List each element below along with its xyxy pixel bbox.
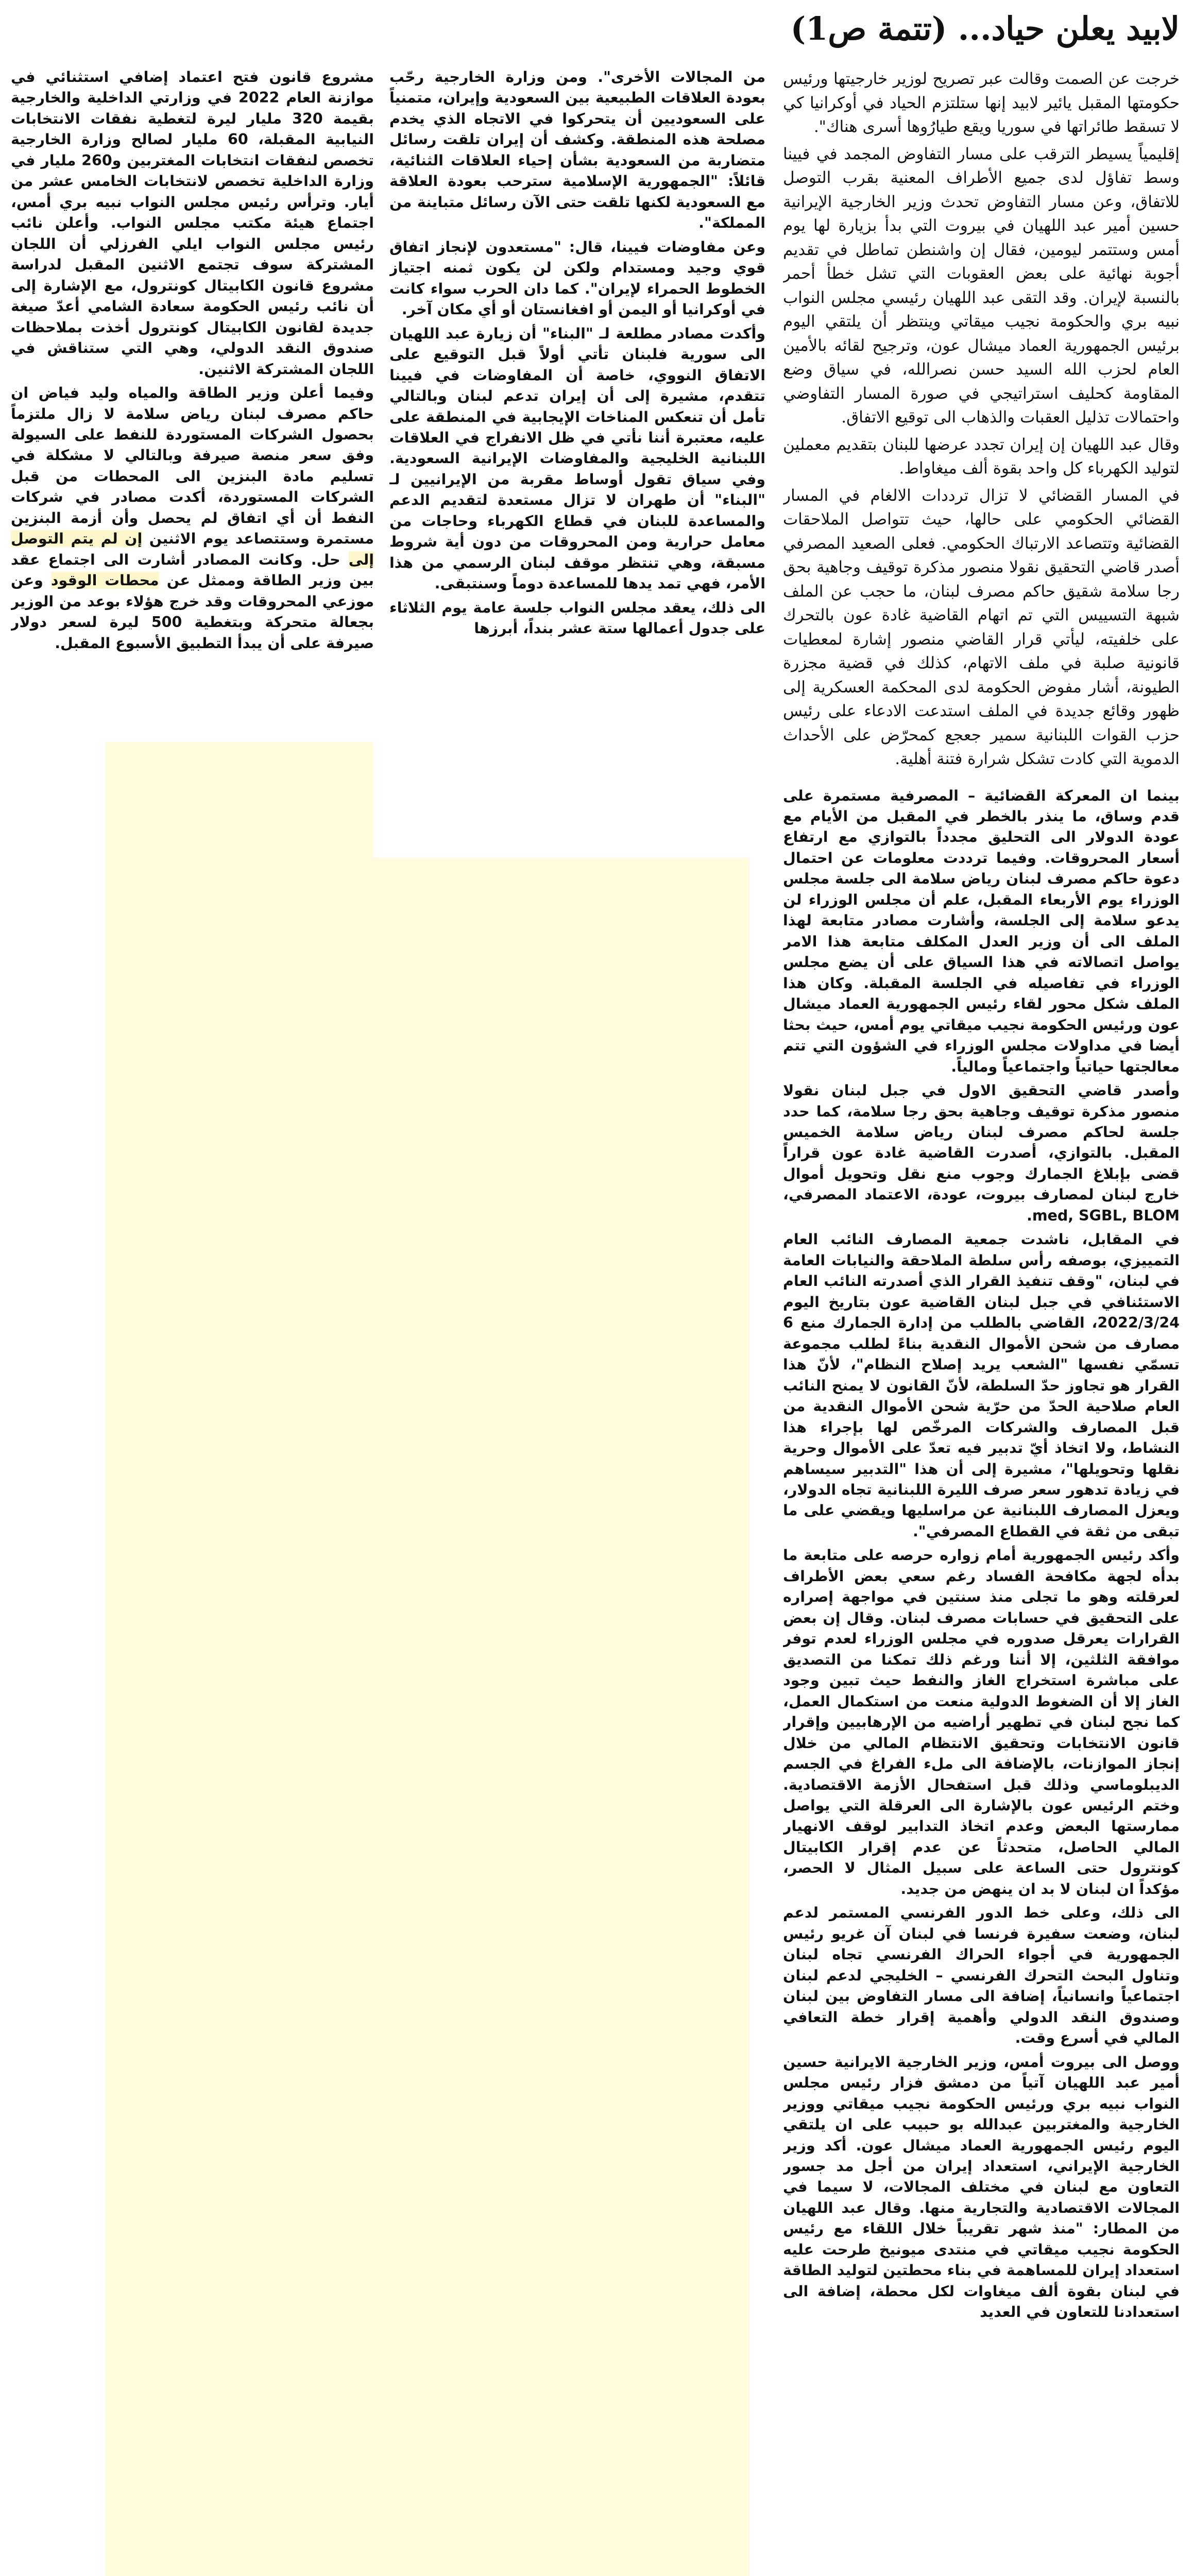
bold-section	[783, 786, 1180, 2323]
highlight-area	[373, 858, 749, 2576]
paragraph: الى ذلك، وعلى خط الدور الفرنسي المستمر لدعم لبنان، وضعت سفيرة فرنسا في لبنان آن غريو رئيس الجمهورية في أجواء الحراك الفرنسي تجاه لبنان وتناول البحث التحرك الفرنسي – الخليجي لدعم لبنان اجتماعياً وانسانياً، إضافة الى مسار التفاوض بين لبنان وصندوق النقد الدولي وأهمية إقرار خطة التعافي المالي في أسرع وقت.	[783, 1904, 1180, 2047]
paragraph: بينما ان المعركة القضائية – المصرفية مستمرة على قدم وساق، ما ينذر بالخطر في المقبل من الأيام مع عودة الدولار الى التحليق مجدداً بالتوازي مع ارتفاع أسعار المحروقات. وفيما ترددت معلومات عن احتمال دعوة حاكم مصرف لبنان رياض سلامة الى جلسة مجلس الوزراء يوم الأربعاء المقبل، علم أن مجلس الوزراء لن يدعو سلامة إلى الجلسة، وأشارت مصادر متابعة لهذا الملف الى أن وزير العدل المكلف متابعة هذا الامر يواصل اتصالاته في هذا السياق على أن يضع مجلس الوزراء في تفاصيله في الجلسة المقبلة. وكان هذا الملف شكل محور لقاء رئيس الجمهورية العماد ميشال عون ورئيس الحكومة نجيب ميقاتي يوم أمس، حيث بحثا أيضا في مداولات مجلس الوزراء في الشؤون التي تتم معالجتها حياتياً واجتماعياً ومالياً.	[783, 787, 1180, 1075]
paragraph: إقليمياً يسيطر الترقب على مسار التفاوض المجمد في فيينا وسط تفاؤل لدى جميع الأطراف المعنية بقرب التوصل للاتفاق، وعن مسار التفاوض تحدث وزير الخارجية الإيرانية حسين أمير عبد اللهيان في بيروت التي بدأ بزيارة لها يوم أمس وستتمر ليومين، فقال إن واشنطن تماطل في تقديم أجوبة نهائية على بعض العقوبات التي تشل خطأ أحمر بالنسبة لإيران. وقد التقى عبد اللهيان رئيسي مجلس النواب نبيه بري والحكومة نجيب ميقاتي وينتظر أن يلتقي اليوم برئيس الجمهورية العماد ميشال عون، وترجيح لقائه بالأمين العام لحزب الله السيد حسن نصرالله، في سياق وضع المقاومة كحليف استراتيجي في صورة المسار التفاوضي واحتمالات تذليل العقبات والذهاب الى توقيع الاتفاق.	[783, 144, 1180, 427]
article-column-right	[783, 67, 1180, 2576]
paragraph: في المسار القضائي لا تزال ترددات الالغام في المسار القضائي الحكومي على حالها، حيث تتواصل الملاحقات القضائية وتتصاعد الارتباك الحكومي. فعلى الصعيد المصرفي أصدر قاضي التحقيق نقولا منصور مذكرة توقيف وجاهية بحق رجا سلامة شقيق حاكم مصرف لبنان، ما حجب عن الملف شبهة التسييس التي تم اتهام القاضية غادة عون بالتحرك على خلفيته، ليأتي قرار القاضي منصور إشارة لمعطيات قانونية صلبة في ملف الاتهام، كذلك في قضية مجزرة الطيونة، أشار مفوض الحكومة لدى المحكمة العسكرية إلى ظهور وقائع جديدة في الملف استدعت الادعاء على رئيس حزب القوات اللبنانية سمير جعجع كمحرّض على الأحداث الدموية التي كادت تشكل شرارة فتنة أهلية.	[783, 486, 1180, 768]
paragraph: في المقابل، ناشدت جمعية المصارف النائب العام التمييزي، بوصفه رأس سلطة الملاحقة والنيابات العامة في لبنان، "وقف تنفيذ القرار الذي أصدرته النائب العام الاستئنافي في جبل لبنان القاضية عون بتاريخ اليوم 2022/3/24، القاضي بالطلب من إدارة الجمارك منع 6 مصارف من شحن الأموال النقدية بناءً لطلب مجموعة تسمّي نفسها "الشعب يريد إصلاح النظام"، لأنّ هذا القرار هو تجاوز حدّ السلطة، لأنّ القانون لا يمنح النائب العام صلاحية الحدّ من حرّية شحن الأموال النقدية من قبل المصارف والشركات المرخّص لها بإجراء هذا النشاط، ولا اتخاذ أيّ تدبير فيه تعدّ على الأموال وحرية نقلها وتحويلها"، مشيرة إلى أن هذا "التدبير سيساهم في زيادة تدهور سعر صرف الليرة اللبنانية تجاه الدولار، ويعزل المصارف اللبنانية عن مراسليها ويقضي على ما تبقى من ثقة في القطاع المصرفي".	[783, 1231, 1180, 1540]
paragraph: وأكد رئيس الجمهورية أمام زواره حرصه على متابعة ما بدأه لجهة مكافحة الفساد رغم سعي بعض الأطراف لعرقلته وهو ما تجلى منذ سنتين في مواجهة إصراره على التحقيق في حسابات مصرف لبنان. وقال إن بعض القرارات يعرقل صدوره في مجلس الوزراء لعدم توفر موافقة الثلثين، إلا أننا ورغم ذلك تمكنا من التصديق على مباشرة استخراج الغاز والنفط حيث تبين وجود الغاز إلا أن الضغوط الدولية منعت من استكمال العمل، كما نجح لبنان في تطهير أراضيه من الإرهابيين وإقرار قانون الانتخابات وتحقيق الانتظام المالي من خلال إنجاز الموازنات، بالإضافة الى ملء الفراغ في الجسم الديبلوماسي وذلك قبل استفحال الأزمة الاقتصادية. وختم الرئيس عون بالإشارة الى العرقلة التي يواصل ممارستها البعض وعدم اتخاذ التدابير لوقف الانهيار المالي الحاصل، متحدثاً عن عدم إقرار الكابيتال كونترول حتى الساعة على سبيل المثال لا الحصر، مؤكداً ان لبنان لا بد ان ينهض من جديد.	[783, 1547, 1180, 1897]
paragraph-with-highlight	[11, 383, 374, 654]
paragraph: وأكدت مصادر مطلعة لـ "البناء" أن زيارة عبد اللهيان الى سورية فلبنان تأتي أولاً قبل التوقيع على الاتفاق النووي، خاصة أن المفاوضات في فيينا تتقدم، مشيرة إلى أن إيران تدعم لبنان وبالتالي تأمل أن تنعكس المناخات الإيجابية في المنطقة على عليه، معتبرة أننا نأتي في ظل الانفراج في العلاقات اللبنانية الخليجية والمفاوضات الإيرانية السعودية. وفي سياق تقول أوساط مقربة من الإيرانيين لـ "البناء" أن طهران لا تزال مستعدة لتقديم الدعم والمساعدة للبنان في قطاع الكهرباء وحاجات من معامل حرارية ومن المحروقات من دون أية شروط مسبقة، وهي تنتظر موقف لبنان الرسمي من هذا الأمر، فهي تمد يدها للمساعدة دوماً وسنتبقى.	[389, 325, 765, 592]
article-column-left	[11, 67, 374, 819]
paragraph: الى ذلك، يعقد مجلس النواب جلسة عامة يوم الثلاثاء على جدول أعمالها ستة عشر بنداً، أبرزها	[389, 599, 765, 637]
article-column-middle	[389, 67, 765, 866]
highlighted-text: محطات الوقود	[50, 572, 159, 589]
text-run: وفيما أعلن وزير الطاقة والمياه وليد فياض ان حاكم مصرف لبنان رياض سلامة لا زال ملتزماً بحصول الشركات المستوردة للنفط على السيولة وفق سعر منصة صيرفة وبالتالي لا مشكلة في تسليم مادة البنزين الى المحطات من قبل الشركات المستوردة، أكدت مصادر في شركات النفط أن أي اتفاق لم يحصل وأن أزمة البنزين مستمرة وستتصاعد يوم الاثنين	[11, 384, 374, 548]
highlight-area	[106, 742, 373, 2576]
paragraph: خرجت عن الصمت وقالت عبر تصريح لوزير خارجيتها ورئيس حكومتها المقبل يائير لابيد إنها ستلتزم الحياد في أوكرانيا كي لا تسقط طائراتها في سوريا ويقع طيارُوها أسرى هناك".	[783, 70, 1180, 136]
paragraph: مشروع قانون فتح اعتماد إضافي استثنائي في موازنة العام 2022 في وزارتي الداخلية والخارجية بقيمة 320 مليار ليرة لتغطية نفقات الانتخابات النيابية المقبلة، 60 مليار لصالح وزارة الخارجية تخصص لنفقات انتخابات المغتربين و260 مليار في وزارة الداخلية تخصص لانتخابات الخامس عشر من أيار. وترأس رئيس مجلس النواب نبيه بري أمس، اجتماع هيئة مكتب مجلس النواب. وأعلن نائب رئيس مجلس النواب ايلي الفرزلي أن اللجان المشتركة سوف تجتمع الاثنين المقبل لدراسة مشروع قانون الكابيتال كونترول، مع الإشارة إلى أن نائب رئيس الحكومة سعادة الشامي أعدّ صيغة جديدة لقانون الكابيتال كونترول أخذت بملاحظات صندوق النقد الدولي، وهي التي ستناقش في اللجان المشتركة الاثنين.	[11, 69, 374, 378]
paragraph: ووصل الى بيروت أمس، وزير الخارجية الايرانية حسين أمير عبد اللهيان آتياً من دمشق فزار رئيس مجلس النواب نبيه بري ورئيس الحكومة نجيب ميقاتي ووزير الخارجية والمغتربين عبدالله بو حبيب على ان يلتقي اليوم رئيس الجمهورية العماد ميشال عون. أكد وزير الخارجية الإيراني، استعداد إيران من أجل مد جسور التعاون مع لبنان في مختلف المجالات، لا سيما في المجالات الاقتصادية والتجارية منها. وقال عبد اللهيان من المطار: "منذ شهر تقريباً خلال اللقاء مع رئيس الحكومة نجيب ميقاتي في منتدى ميونيخ طرحت عليه استعداد إيران للمساهمة في بناء محطتين لتوليد الطاقة في لبنان بقوة ألف ميغاوات لكل محطة، إضافة الى استعدادنا للتعاون في العديد	[783, 2053, 1180, 2321]
text-run: حل. وكانت المصادر أشارت الى اجتماع عقد بين وزير الطاقة وممثل عن	[11, 551, 374, 589]
paragraph: من المجالات الأخرى". ومن وزارة الخارجية رحّب بعودة العلاقات الطبيعية بين السعودية وإيران، متمنياً على السعوديين أن يتحركوا في الاتجاه الذي يخدم مصلحة هذه المنطقة. وكشف أن إيران تلقت رسائل متضاربة من السعودية بشأن إحياء العلاقات الثنائية، قائلاً: "الجمهورية الإسلامية سترحب بعودة العلاقة مع السعودية لكنها تلقت حتى الآن رسائل متباينة من المملكة".	[389, 69, 765, 232]
paragraph: وعن مفاوضات فيينا، قال: "مستعدون لإنجاز اتفاق قوي وجيد ومستدام ولكن لن يكون ثمنه اجتياز الخطوط الحمراء لإيران". كما دان الحرب سواء كانت في أوكرانيا أو اليمن أو افغانستان أو أي مكان آخر.	[389, 238, 765, 318]
article-headline: لابيد يعلن حياد... (تتمة ص1)	[790, 10, 1180, 47]
highlighted-text: إن لم يتم التوصل إلى	[11, 530, 374, 568]
paragraph: وقال عبد اللهيان إن إيران تجدد عرضها للبنان بتقديم معملين لتوليد الكهرباء كل واحد بقوة ألف ميغاواط.	[783, 435, 1180, 478]
serif-section	[783, 67, 1180, 771]
text-run: وعن موزعي المحروقات وقد خرج هؤلاء بوعد من الوزير بجعالة متحركة وبتغطية 500 ليرة لسعر دولار صيرفة على أن يبدأ التطبيق الأسبوع المقبل.	[11, 572, 374, 652]
paragraph: وأصدر قاضي التحقيق الاول في جبل لبنان نقولا منصور مذكرة توقيف وجاهية بحق رجا سلامة، كما حدد جلسة لحاكم مصرف لبنان رياض سلامة الخميس المقبل. بالتوازي، أصدرت القاضية غادة عون قراراً قضى بإبلاغ الجمارك وجوب منع نقل وتحويل أموال خارج لبنان لمصارف بيروت، عودة، الاعتماد المصرفي، med, SGBL, BLOM.	[783, 1082, 1180, 1224]
